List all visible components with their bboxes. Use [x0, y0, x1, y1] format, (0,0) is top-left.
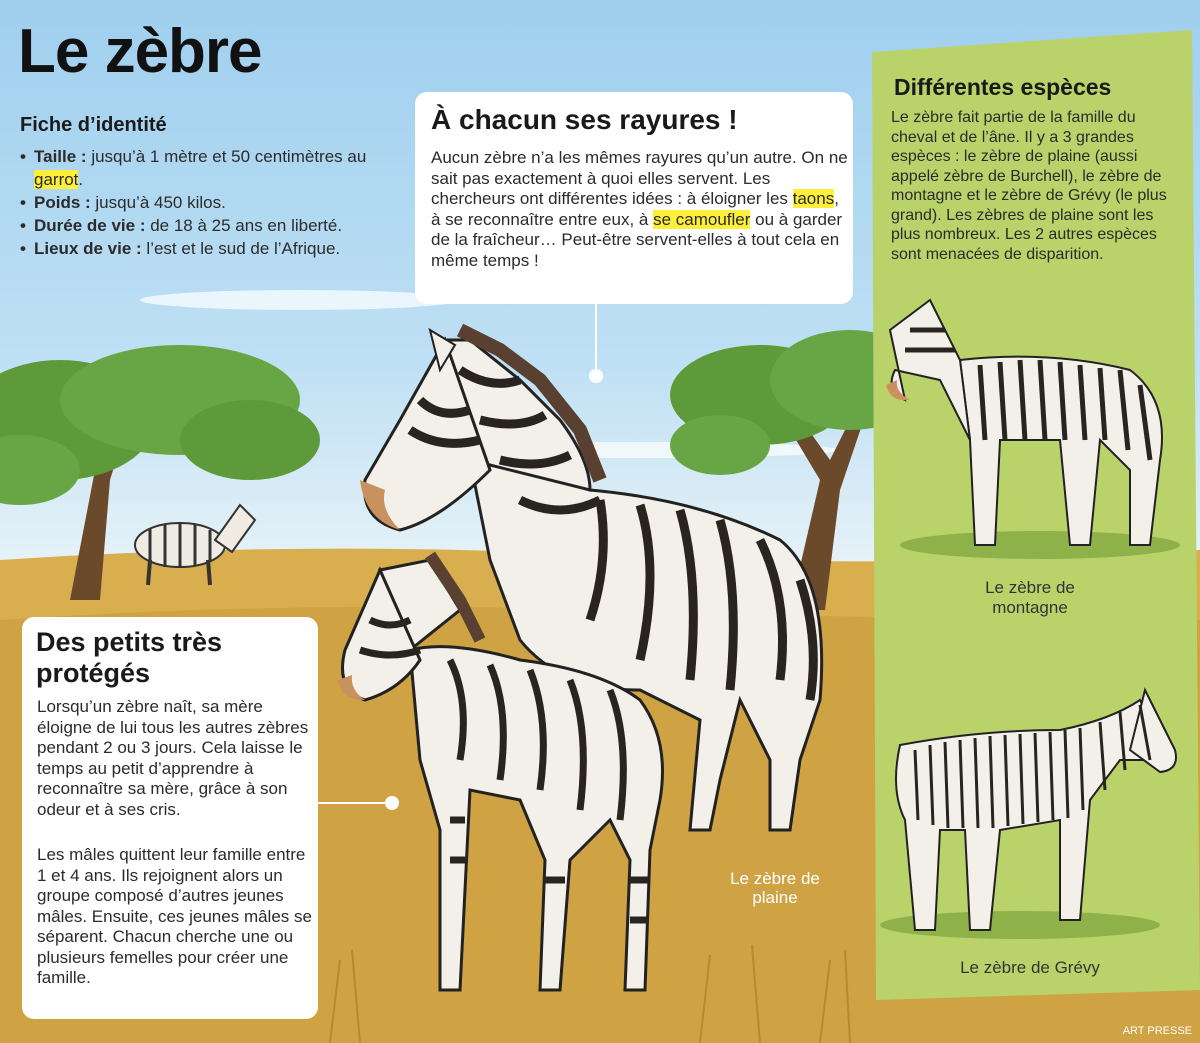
glossary-highlight: se camoufler [653, 209, 751, 229]
identity-item-habitat: • Lieux de vie : l’est et le sud de l’Afrique. [20, 237, 410, 260]
stripes-box [415, 92, 853, 304]
caption-plains-zebra: Le zèbre de plaine [730, 869, 820, 907]
babies-paragraph-1: Lorsqu’un zèbre naît, sa mère éloigne de lui tous les autres zèbres pendant 2 ou 3 jours. Cela laisse le temps au petit d’apprendre à reconnaître sa mère, grâce à son odeur et à ses cris. [37, 697, 309, 819]
identity-item-weight: • Poids : jusqu’à 450 kilos. [20, 191, 410, 214]
species-text: Le zèbre fait partie de la famille du cheval et de l’âne. Il y a 3 grandes espèces : le zèbre de plaine (aussi appelé zèbre de Burchell), le zèbre de montagne et le zèbre de Grévy (le plus grand). Les zèbres de plaine sont les plus nombreux. Les 2 autres espèces sont menacées de disparition. [891, 109, 1167, 263]
page-title: Le zèbre [18, 17, 262, 86]
glossary-highlight: taons [792, 189, 835, 208]
identity-card [20, 114, 410, 260]
caption-grevy-zebra: Le zèbre de Grévy [960, 958, 1100, 977]
babies-box [22, 617, 318, 1019]
caption-mountain-zebra: Le zèbre de montagne [985, 578, 1075, 617]
identity-item-size: • Taille : jusqu’à 1 mètre et 50 centimètres au garrot. [20, 145, 410, 191]
stripes-heading: À chacun ses rayures ! [431, 104, 738, 135]
identity-item-lifespan: • Durée de vie : de 18 à 25 ans en liberté. [20, 214, 410, 237]
glossary-highlight: garrot [34, 170, 79, 189]
identity-heading: Fiche d’identité [20, 114, 167, 136]
species-section [872, 34, 1200, 994]
stripes-text: Aucun zèbre n’a les mêmes rayures qu’un autre. On ne sait pas exactement à quoi elles servent. Les chercheurs ont différentes idées : à éloigner les taons, à se reconnaître entre eux, à se camoufler ou à garder de la fraîcheur… Peut-être servent-elles à tout cela en même temps ! [431, 148, 848, 270]
species-heading: Différentes espèces [894, 74, 1112, 100]
credit: ART PRESSE [1122, 1025, 1192, 1037]
babies-heading: Des petits très protégés [36, 627, 223, 688]
identity-list [20, 145, 410, 260]
babies-paragraph-2: Les mâles quittent leur famille entre 1 et 4 ans. Ils rejoignent alors un groupe composé d’autres jeunes mâles. Ensuite, ces jeunes mâles se séparent. Chacun cherche une ou plusieurs femelles pour créer une famille. [37, 845, 312, 987]
